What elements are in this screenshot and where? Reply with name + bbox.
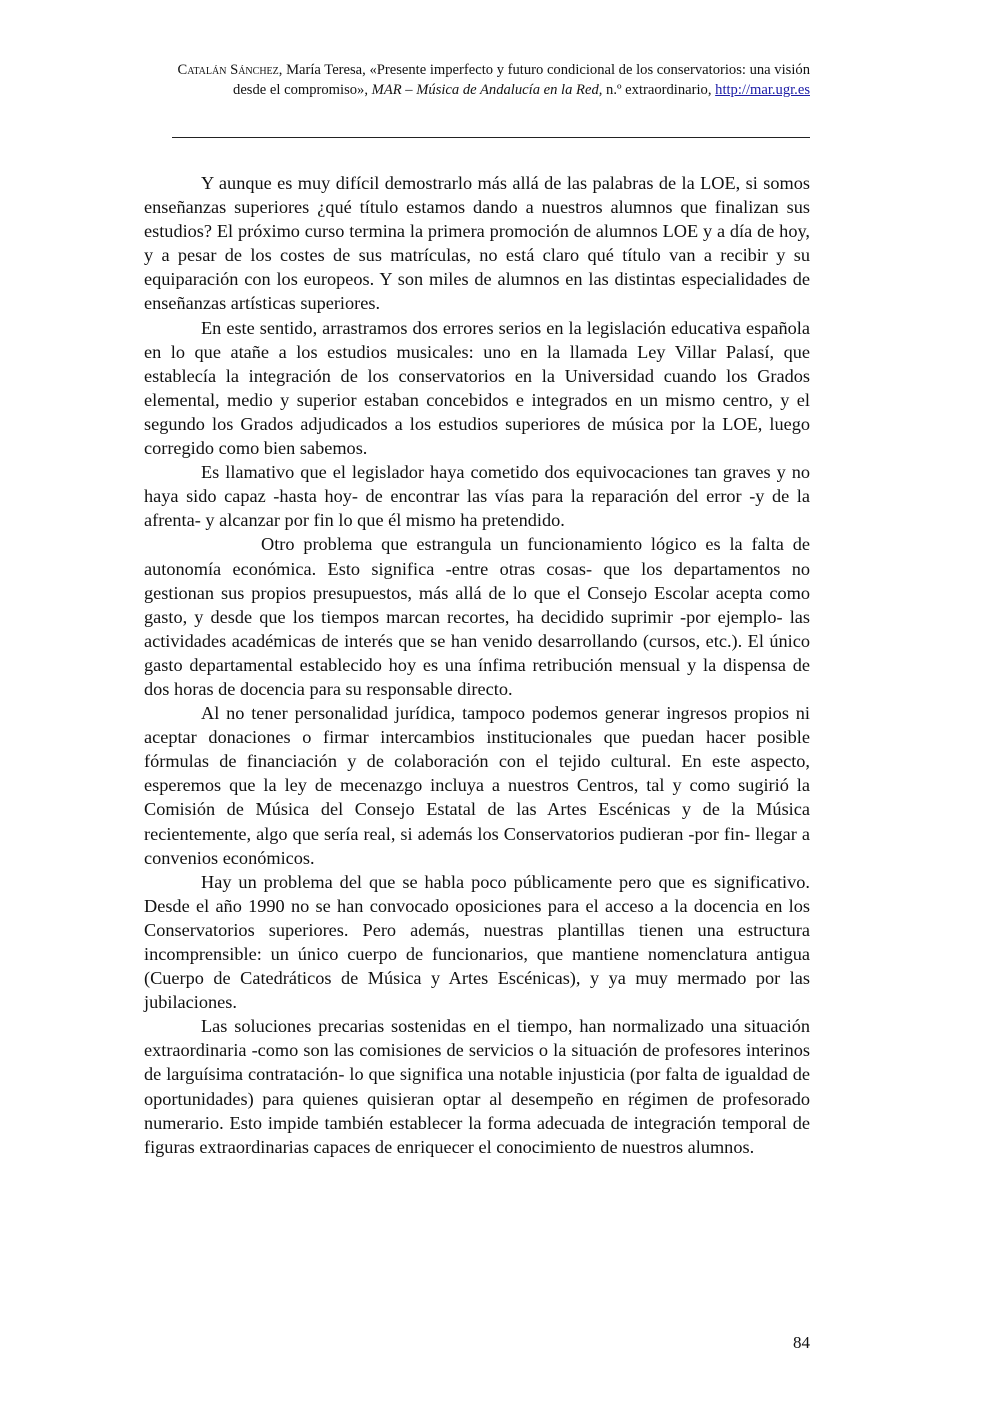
paragraph: En este sentido, arrastramos dos errores serios en la legislación educativa española en lo que atañe a los estudios musicales: uno en la llamada Ley Villar Palasí, que establecía la integración de los conservatorios en la Universidad cuando los Grados elemental, medio y superior estaban concebidos e integrados en un mismo centro, y el segundo los Grados adjudicados a los estudios superiores de música por la LOE, luego corregido como bien sabemos. [144,317,810,459]
header-journal: MAR – Música de Andalucía en la Red, [371,82,603,98]
paragraph: Otro problema que estrangula un funcionamiento lógico es la falta de autonomía económica. Esto significa -entre otras cosas- que los departamentos no gestionan sus propios presupuestos, más allá de lo que el Consejo Escolar acepta como gasto, y desde que los tiempos marcan recortes, ha decidido suprimir -por ejemplo- las actividades académicas de interés que se han venido desarrollando (cursos, etc.). El único gasto departamental establecido hoy es una ínfima retribución mensual y la dispensa de dos horas de docencia para su responsable directo. [144,534,810,699]
paragraph: Al no tener personalidad jurídica, tampoco podemos generar ingresos propios ni aceptar donaciones o firmar intercambios institucionales que puedan hacer posible fórmulas de financiación y de colaboración con el tejido cultural. En este aspecto, esperemos que la ley de mecenazgo incluya a nuestros Centros, tal y como sugirió la Comisión de Música del Consejo Estatal de las Artes Escénicas y de la Música recientemente, algo que sería real, si además los Conservatorios pudieran -por fin- llegar a convenios económicos. [144,703,810,868]
header-citation: , María Teresa, «Presente imperfecto y futuro condicional de los conservatorios: una visión desde el compromiso», [233,62,810,98]
header-url-link[interactable]: http://mar.ugr.es [715,82,810,98]
header-issue: n.º extraordinario, [602,82,716,98]
paragraph: Es llamativo que el legislador haya cometido dos equivocaciones tan graves y no haya sido capaz -hasta hoy- de encontrar las vías para la reparación del error -y de la afrenta- y alcanzar por fin lo que él mismo ha pretendido. [144,462,810,531]
page-number: 84 [793,1333,810,1352]
paragraph: Y aunque es muy difícil demostrarlo más allá de las palabras de la LOE, si somos enseñanzas superiores ¿qué título estamos dando a nuestros alumnos que finalizan sus estudios? El próximo curso termina la primera promoción de alumnos LOE y a día de hoy, y a pesar de los costes de sus matrículas, no está claro qué título van a recibir y su equiparación con los europeos. Y son miles de alumnos en las distintas especialidades de enseñanzas artísticas superiores. [144,173,810,314]
paragraph: Hay un problema del que se habla poco públicamente pero que es significativo. Desde el año 1990 no se han convocado oposiciones para el acceso a la docencia en los Conservatorios superiores. Pero además, nuestras plantillas tienen una estructura incomprensible: un único cuerpo de funcionarios, que mantiene nomenclatura antigua (Cuerpo de Catedráticos de Música y Artes Escénicas), y ya muy mermado por las jubilaciones. [144,871,810,1013]
running-header [170,60,810,100]
paragraph: Las soluciones precarias sostenidas en el tiempo, han normalizado una situación extraordinaria -como son las comisiones de servicios o la situación de profesores interinos de larguísima contratación- lo que significa una notable injusticia (por falta de igualdad de oportunidades) para quienes quisieran optar al desempeño en régimen de profesorado numerario. Esto impide también establecer la forma adecuada de integración temporal de figuras extraordinarias capaces de enriquecer el conocimiento de nuestros alumnos. [144,1016,810,1157]
main-text [144,171,810,1159]
header-divider [172,137,810,138]
header-author: Catalán Sánchez [177,62,279,78]
